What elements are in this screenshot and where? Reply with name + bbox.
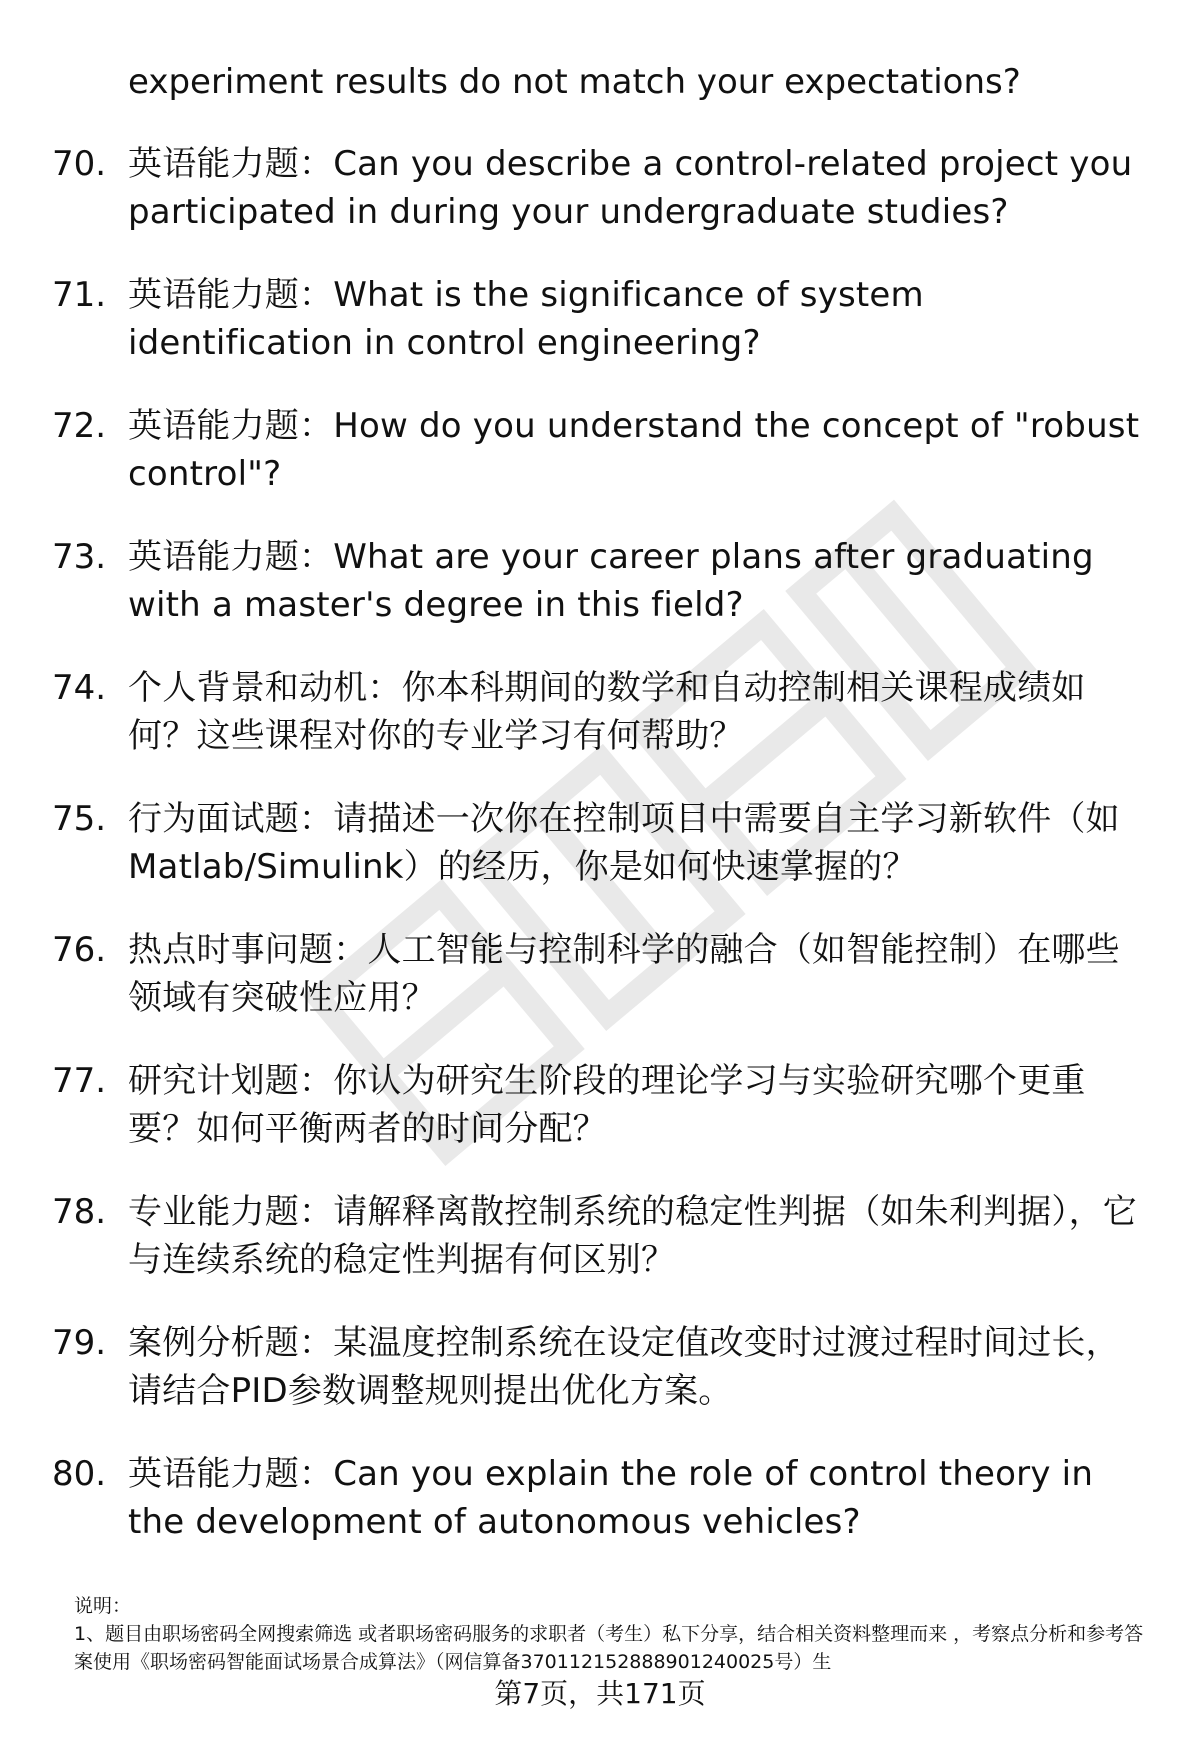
question-item	[52, 1450, 1152, 1581]
question-number: 75.	[52, 799, 107, 839]
question-item	[52, 402, 1152, 533]
question-number: 72.	[52, 406, 107, 446]
question-text: 研究计划题：你认为研究生阶段的理论学习与实验研究哪个更重要？如何平衡两者的时间分配？	[128, 1061, 1086, 1149]
question-number: 70.	[52, 144, 107, 184]
question-text: 英语能力题：Can you explain the role of control theory in the development of autonomous vehicles?	[128, 1454, 1094, 1542]
notes-line: 1、题目由职场密码全网搜索筛选 或者职场密码服务的求职者（考生）私下分享，结合相关资料整理而来 ，考察点分析和参考答案使用《职场密码智能面试场景合成算法》（网信算备370112152888901240025号）生	[74, 1623, 1144, 1673]
question-text: 行为面试题：请描述一次你在控制项目中需要自主学习新软件（如Matlab/Simulink）的经历，你是如何快速掌握的？	[128, 799, 1120, 887]
page-footer: 第7页，共171页	[494, 1677, 706, 1710]
question-item	[52, 271, 1152, 402]
question-number: 77.	[52, 1061, 107, 1101]
notes-section	[74, 1592, 1154, 1676]
continuation-text: experiment results do not match your expectations?	[128, 62, 1021, 102]
question-text: 英语能力题：What is the significance of system identification in control engineering?	[128, 275, 924, 363]
question-text: 英语能力题：Can you describe a control-related project you participated in during your undergraduate studies?	[128, 144, 1133, 232]
question-text: 热点时事问题：人工智能与控制科学的融合（如智能控制）在哪些领域有突破性应用？	[128, 930, 1120, 1018]
question-item	[52, 664, 1152, 795]
question-number: 76.	[52, 930, 107, 970]
question-number: 73.	[52, 537, 107, 577]
question-number: 74.	[52, 668, 107, 708]
question-number: 71.	[52, 275, 107, 315]
question-text: 英语能力题：What are your career plans after graduating with a master's degree in this field?	[128, 537, 1094, 625]
question-item	[52, 140, 1152, 271]
question-item	[52, 533, 1152, 664]
question-number: 80.	[52, 1454, 107, 1494]
question-item	[52, 795, 1152, 926]
question-item	[52, 1188, 1152, 1319]
question-text: 英语能力题：How do you understand the concept of "robust control"?	[128, 406, 1140, 494]
question-text: 个人背景和动机：你本科期间的数学和自动控制相关课程成绩如何？这些课程对你的专业学习有何帮助？	[128, 668, 1086, 756]
notes-heading: 说明：	[74, 1595, 132, 1617]
question-number: 79.	[52, 1323, 107, 1363]
question-item	[52, 926, 1152, 1057]
question-text: 专业能力题：请解释离散控制系统的稳定性判据（如朱利判据），它与连续系统的稳定性判据有何区别？	[128, 1192, 1137, 1280]
question-item	[52, 1057, 1152, 1188]
question-text: 案例分析题：某温度控制系统在设定值改变时过渡过程时间过长，请结合PID参数调整规则提出优化方案。	[128, 1323, 1120, 1411]
question-number: 78.	[52, 1192, 107, 1232]
question-item	[52, 1319, 1152, 1450]
question-list	[52, 140, 1152, 1581]
